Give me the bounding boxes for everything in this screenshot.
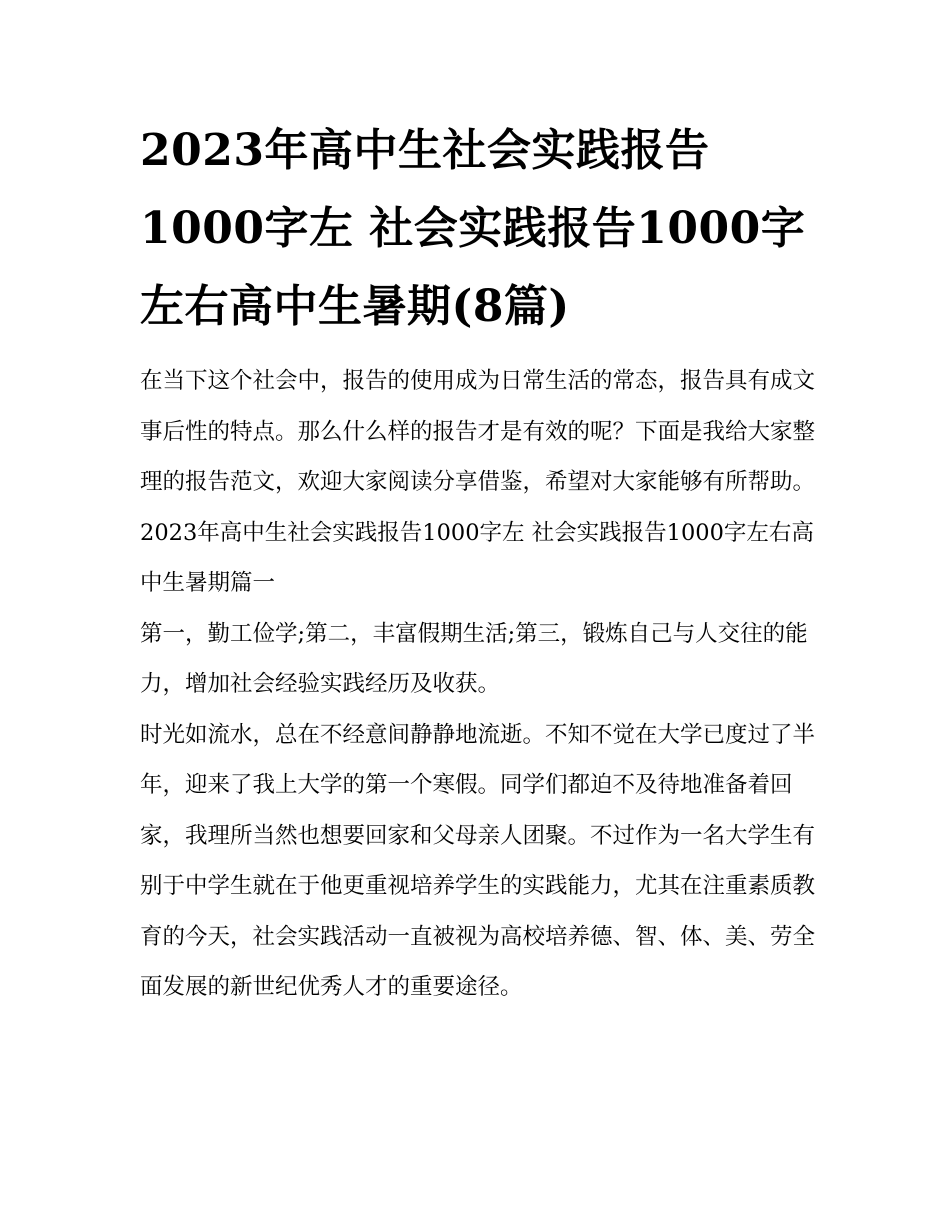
section-heading: 2023年高中生社会实践报告1000字左 社会实践报告1000字左右高中生暑期篇一 [140, 519, 814, 596]
intro-paragraph: 在当下这个社会中，报告的使用成为日常生活的常态，报告具有成文事后性的特点。那么什么样的报告才是有效的呢？下面是我给大家整理的报告范文，欢迎大家阅读分享借鉴，希望对大家能够有所帮助。 [140, 368, 816, 495]
body-paragraph: 第一，勤工俭学;第二，丰富假期生活;第三，锻炼自己与人交往的能力，增加社会经验实践经历及收获。 [140, 620, 808, 697]
body-paragraph: 时光如流水，总在不经意间静静地流逝。不知不觉在大学已度过了半年，迎来了我上大学的第一个寒假。同学们都迫不及待地准备着回家，我理所当然也想要回家和父母亲人团聚。不过作为一名大学生有别于中学生就在于他更重视培养学生的实践能力，尤其在注重素质教育的今天，社会实践活动一直被视为高校培养德、智、体、美、劳全面发展的新世纪优秀人才的重要途径。 [140, 721, 816, 1000]
document-title: 2023年高中生社会实践报告1000字左 社会实践报告1000字左右高中生暑期(8篇) [140, 125, 806, 332]
document-page [140, 112, 820, 1013]
